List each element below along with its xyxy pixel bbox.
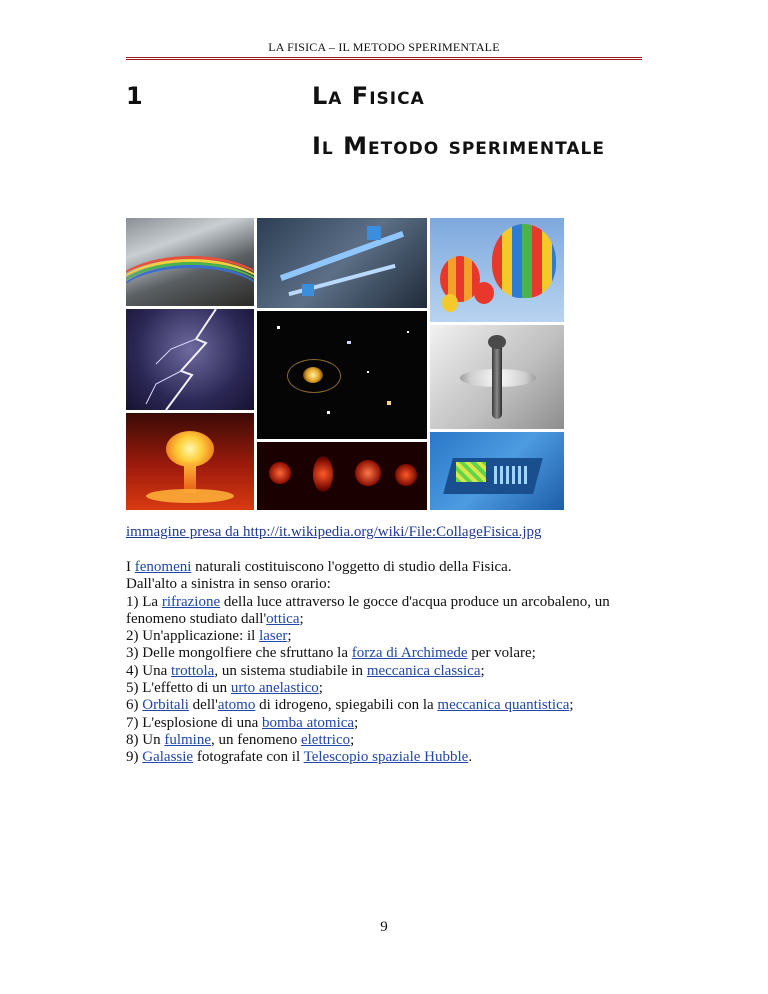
intro-paragraph: I fenomeni naturali costituiscono l'oggetto di studio della Fisica. (126, 559, 512, 575)
link-fulmine[interactable]: fulmine (164, 731, 211, 748)
galaxies-photo (257, 311, 427, 439)
link-ottica[interactable]: ottica (266, 610, 300, 627)
link-telescopio-hubble[interactable]: Telescopio spaziale Hubble (303, 749, 469, 766)
link-forza-di-archimede[interactable]: forza di Archimede (351, 645, 468, 662)
laser-photo (257, 218, 427, 308)
physics-collage-image (126, 218, 564, 510)
list-item: 8) Un fulmine, un fenomeno elettrico; (126, 731, 355, 748)
image-caption-link[interactable]: immagine presa da http://it.wikipedia.org/wiki/File:CollageFisica.jpg (126, 524, 542, 540)
list-item: 6) Orbitali dell'atomo di idrogeno, spiegabili con la meccanica quantistica; (126, 697, 574, 714)
chapter-title: La Fisica (312, 82, 425, 110)
chapter-subtitle: Il Metodo sperimentale (312, 132, 605, 160)
link-elettrico[interactable]: elettrico (300, 731, 351, 748)
list-item: 3) Delle mongolfiere che sfruttano la forza di Archimede per volare; (126, 645, 536, 662)
car-crash-simulation-photo (430, 432, 564, 510)
list-item: 4) Una trottola, un sistema studiabile in meccanica classica; (126, 662, 485, 679)
list-item: 1) La rifrazione della luce attraverso le gocce d'acqua produce un arcobaleno, un fenomeno studiato dall'ottica; (126, 593, 610, 627)
order-line: Dall'alto a sinistra in senso orario: (126, 576, 331, 593)
link-atomo[interactable]: atomo (217, 697, 256, 714)
list-item: 5) L'effetto di un urto anelastico; (126, 680, 323, 697)
list-item: 9) Galassie fotografate con il Telescopio spaziale Hubble. (126, 749, 473, 766)
link-fenomeni[interactable]: fenomeni (134, 559, 192, 575)
orbitals-photo (257, 442, 427, 510)
body-text (126, 559, 646, 767)
running-header: LA FISICA – IL METODO SPERIMENTALE (268, 40, 500, 54)
link-rifrazione[interactable]: rifrazione (161, 593, 221, 610)
list-item: 7) L'esplosione di una bomba atomica; (126, 714, 359, 731)
link-meccanica-classica[interactable]: meccanica classica (366, 662, 481, 679)
header-rule (126, 57, 642, 60)
page-number: 9 (380, 919, 388, 935)
link-orbitali[interactable]: Orbitali (142, 697, 189, 714)
link-laser[interactable]: laser (259, 628, 288, 645)
link-urto-anelastico[interactable]: urto anelastico (230, 680, 319, 697)
chapter-number: 1 (126, 82, 143, 110)
link-bomba-atomica[interactable]: bomba atomica (262, 714, 355, 731)
link-meccanica-quantistica[interactable]: meccanica quantistica (437, 697, 570, 714)
list-item: 2) Un'applicazione: il laser; (126, 628, 292, 645)
lightning-photo (126, 309, 254, 410)
hot-air-balloons-photo (430, 218, 564, 322)
link-trottola[interactable]: trottola (171, 662, 215, 679)
spinning-top-photo (430, 325, 564, 429)
rainbow-photo (126, 218, 254, 306)
atomic-bomb-photo (126, 413, 254, 510)
link-galassie[interactable]: Galassie (142, 749, 194, 766)
